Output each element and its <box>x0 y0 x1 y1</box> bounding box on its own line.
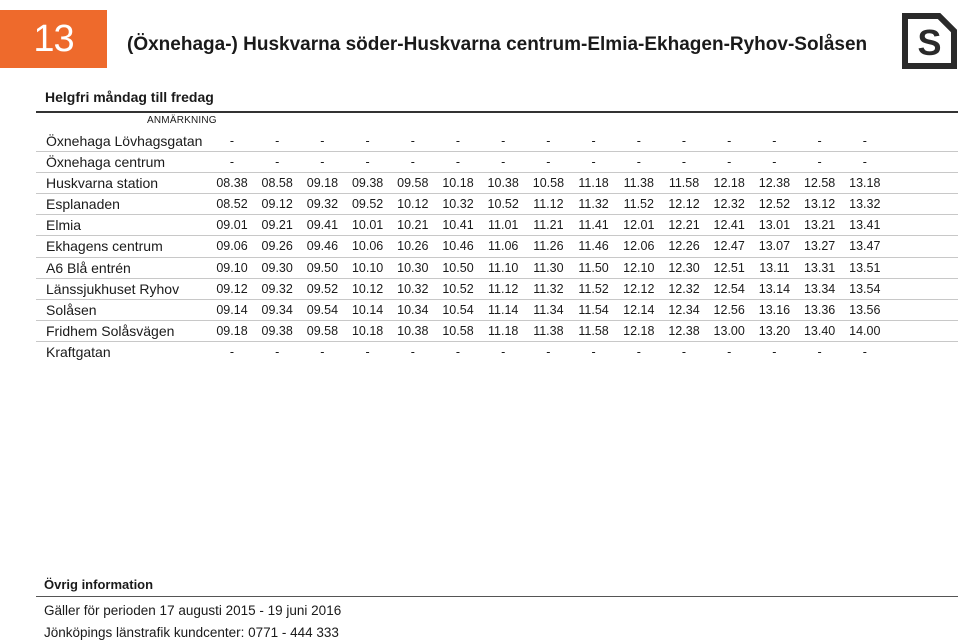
departure-time: 12.32 <box>668 281 700 296</box>
departure-time: 09.54 <box>306 302 339 317</box>
departure-time: 09.14 <box>216 302 248 317</box>
departure-time: - <box>727 134 732 148</box>
departure-time: 09.46 <box>306 239 339 254</box>
departure-time: 12.01 <box>623 218 655 233</box>
stop-name: Kraftgatan <box>46 343 111 360</box>
departure-time: - <box>591 344 596 359</box>
departure-time: 09.52 <box>351 197 384 212</box>
departure-time: 10.38 <box>397 323 429 338</box>
departure-time: 09.41 <box>306 218 339 233</box>
departure-time: 12.54 <box>713 281 745 296</box>
departure-time: - <box>501 134 506 148</box>
departure-time: 13.32 <box>849 197 881 212</box>
departure-time: 12.10 <box>623 260 655 275</box>
departure-time: 12.32 <box>713 197 745 212</box>
header-divider <box>36 111 958 113</box>
departure-time: 09.32 <box>261 281 293 296</box>
departure-time: - <box>365 344 370 359</box>
departure-time: 11.58 <box>668 176 700 191</box>
timetable-row <box>36 131 958 152</box>
stop-name: A6 Blå entrén <box>46 259 131 276</box>
departure-time: 13.14 <box>758 281 791 296</box>
departure-time: 10.14 <box>351 302 384 317</box>
departure-time: 12.38 <box>758 176 791 191</box>
departure-time: 09.30 <box>261 260 293 275</box>
departure-time: 13.12 <box>803 197 836 212</box>
departure-time: 09.58 <box>397 176 429 191</box>
departure-time: 09.10 <box>216 260 248 275</box>
departure-time: - <box>546 344 551 359</box>
departure-time: 12.06 <box>623 239 655 254</box>
departure-time: 13.18 <box>849 176 881 191</box>
customer-service-text: Jönköpings länstrafik kundcenter: 0771 - 444 333 <box>44 625 339 640</box>
logo-letter: S <box>917 22 942 63</box>
s-logo-icon <box>901 13 957 69</box>
departure-time: 10.10 <box>351 260 384 275</box>
departure-time: - <box>636 155 641 170</box>
departure-time: 13.56 <box>849 302 881 317</box>
departure-time: 11.14 <box>488 302 519 317</box>
departure-time: 12.18 <box>623 323 655 338</box>
departure-time: 11.18 <box>488 323 519 338</box>
stop-name: Länssjukhuset Ryhov <box>46 280 180 297</box>
departure-time: - <box>546 134 551 148</box>
departure-time: - <box>455 134 461 148</box>
departure-time: 09.58 <box>306 323 339 338</box>
validity-period-text: Gäller för perioden 17 augusti 2015 - 19 juni 2016 <box>44 603 342 618</box>
departure-time: 12.52 <box>758 197 791 212</box>
departure-time: - <box>591 134 596 148</box>
stop-name: Solåsen <box>46 301 97 318</box>
departure-time: 13.16 <box>758 302 791 317</box>
departure-time: - <box>229 344 235 359</box>
departure-time: 13.21 <box>803 218 836 233</box>
departure-time: 13.34 <box>803 281 836 296</box>
departure-time: 10.50 <box>442 260 474 275</box>
departure-time: 08.52 <box>216 197 248 212</box>
departure-time: 11.30 <box>533 260 564 275</box>
departure-time: 10.26 <box>397 239 429 254</box>
route-title: (Öxnehaga-) Huskvarna söder-Huskvarna centrum-Elmia-Ekhagen-Ryhov-Solåsen <box>127 34 868 55</box>
timetable-row <box>36 300 958 321</box>
departure-time: 11.41 <box>578 218 609 233</box>
departure-time: 12.14 <box>623 302 655 317</box>
departure-time: 09.26 <box>261 239 293 254</box>
departure-time: 10.30 <box>397 260 429 275</box>
departure-time: 11.21 <box>533 218 564 233</box>
departure-time: - <box>229 155 235 170</box>
info-heading: Övrig information <box>44 577 154 592</box>
departure-time: - <box>275 155 280 170</box>
departure-time: 10.38 <box>487 176 519 191</box>
departure-time: 09.32 <box>306 197 339 212</box>
departure-time: 10.54 <box>442 302 474 317</box>
departure-time: 11.12 <box>533 197 564 212</box>
departure-time: 10.58 <box>442 323 474 338</box>
departure-time: 09.52 <box>306 281 339 296</box>
timetable-row <box>36 321 958 342</box>
timetable-row <box>36 342 958 363</box>
departure-time: - <box>862 134 867 148</box>
departure-time: - <box>410 344 415 359</box>
departure-time: - <box>410 155 415 170</box>
stop-name: Öxnehaga Lövhagsgatan <box>46 133 203 149</box>
stop-name: Esplanaden <box>46 196 120 213</box>
departure-time: 10.52 <box>442 281 474 296</box>
departure-time: - <box>546 155 551 170</box>
departure-time: 13.47 <box>849 239 881 254</box>
departure-time: 13.11 <box>759 260 790 275</box>
departure-time: 09.12 <box>261 197 293 212</box>
departure-time: - <box>455 155 461 170</box>
departure-time: 13.41 <box>849 218 881 233</box>
route-number-badge: 13 <box>0 10 107 68</box>
departure-time: 09.21 <box>261 218 293 233</box>
departure-time: 10.18 <box>442 176 474 191</box>
departure-time: 11.32 <box>578 197 609 212</box>
departure-time: 11.46 <box>578 239 609 254</box>
departure-time: 14.00 <box>849 323 881 338</box>
timetable-row <box>36 236 958 257</box>
departure-time: 10.52 <box>487 197 519 212</box>
departure-time: - <box>455 344 461 359</box>
notes-column-label: ANMÄRKNING <box>147 115 217 126</box>
departure-time: - <box>229 134 235 148</box>
departure-time: 12.12 <box>668 197 700 212</box>
departure-time: 11.18 <box>578 176 609 191</box>
stop-name: Öxnehaga centrum <box>46 154 166 171</box>
schedule-day-title: Helgfri måndag till fredag <box>45 89 214 105</box>
departure-time: 10.01 <box>351 218 384 233</box>
departure-time: 10.41 <box>442 218 474 233</box>
timetable-row <box>36 152 958 173</box>
departure-time: 09.50 <box>306 260 339 275</box>
departure-time: 11.01 <box>488 218 519 233</box>
departure-time: 12.41 <box>713 218 745 233</box>
departure-time: 13.07 <box>758 239 791 254</box>
departure-time: 11.12 <box>488 281 519 296</box>
departure-time: 13.51 <box>849 260 881 275</box>
departure-time: 13.31 <box>803 260 836 275</box>
departure-time: 10.32 <box>397 281 429 296</box>
stop-name: Elmia <box>46 217 82 234</box>
departure-time: 12.21 <box>668 218 700 233</box>
departure-time: 09.18 <box>306 176 339 191</box>
departure-time: 13.20 <box>758 323 791 338</box>
departure-time: 09.18 <box>216 323 248 338</box>
departure-time: 11.52 <box>578 281 609 296</box>
departure-time: 12.56 <box>713 302 745 317</box>
departure-time: - <box>636 344 641 359</box>
departure-time: 13.40 <box>803 323 836 338</box>
departure-time: 10.18 <box>351 323 384 338</box>
departure-time: 12.12 <box>623 281 655 296</box>
departure-time: - <box>320 155 325 170</box>
departure-time: 11.58 <box>578 323 609 338</box>
departure-time: 09.38 <box>351 176 384 191</box>
departure-time: 10.12 <box>397 197 429 212</box>
departure-time: - <box>365 155 370 170</box>
departure-time: 11.38 <box>533 323 564 338</box>
departure-time: 09.34 <box>261 302 293 317</box>
departure-time: 10.06 <box>351 239 384 254</box>
departure-time: - <box>862 155 867 170</box>
info-divider <box>36 596 958 597</box>
departure-time: 10.21 <box>397 218 429 233</box>
departure-time: 12.58 <box>803 176 836 191</box>
departure-time: - <box>681 344 687 359</box>
departure-time: 13.27 <box>803 239 836 254</box>
departure-time: 12.47 <box>713 239 745 254</box>
departure-time: 10.34 <box>397 302 429 317</box>
departure-time: 13.01 <box>758 218 791 233</box>
departure-time: - <box>681 155 687 170</box>
timetable-row <box>36 173 958 194</box>
departure-time: - <box>727 155 732 170</box>
departure-time: 12.26 <box>668 239 700 254</box>
departure-time: 11.06 <box>488 239 519 254</box>
departure-time: 09.06 <box>216 239 248 254</box>
departure-time: - <box>591 155 596 170</box>
timetable-row <box>36 258 958 279</box>
timetable-row <box>36 194 958 215</box>
departure-time: 11.50 <box>578 260 609 275</box>
departure-time: - <box>817 155 822 170</box>
departure-time: 13.54 <box>849 281 881 296</box>
departure-time: 08.58 <box>261 176 293 191</box>
timetable-row <box>36 279 958 300</box>
departure-time: - <box>681 134 687 148</box>
departure-time: - <box>501 155 506 170</box>
timetable <box>36 131 958 363</box>
departure-time: 09.12 <box>216 281 248 296</box>
departure-time: - <box>772 344 777 359</box>
stop-name: Huskvarna station <box>46 175 159 192</box>
departure-time: 11.26 <box>533 239 564 254</box>
departure-time: 09.38 <box>261 323 293 338</box>
departure-time: 10.58 <box>532 176 565 191</box>
stop-name: Ekhagens centrum <box>46 238 163 255</box>
departure-time: - <box>862 344 867 359</box>
departure-time: 10.12 <box>351 281 384 296</box>
departure-time: 11.34 <box>533 302 564 317</box>
departure-time: - <box>275 134 280 148</box>
departure-time: - <box>365 134 370 148</box>
stop-name: Fridhem Solåsvägen <box>46 322 175 339</box>
departure-time: 10.46 <box>442 239 474 254</box>
departure-time: 13.36 <box>803 302 836 317</box>
departure-time: - <box>636 134 641 148</box>
departure-time: 11.32 <box>533 281 564 296</box>
departure-time: - <box>320 134 325 148</box>
departure-time: 08.38 <box>216 176 248 191</box>
departure-time: 09.01 <box>216 218 248 233</box>
departure-time: - <box>727 344 732 359</box>
departure-time: 12.51 <box>713 260 745 275</box>
departure-time: - <box>501 344 506 359</box>
departure-time: 12.38 <box>668 323 700 338</box>
departure-time: 12.30 <box>668 260 700 275</box>
departure-time: - <box>772 155 777 170</box>
departure-time: 11.52 <box>623 197 654 212</box>
departure-time: 11.54 <box>578 302 609 317</box>
departure-time: - <box>275 344 280 359</box>
departure-time: 12.18 <box>713 176 745 191</box>
timetable-row <box>36 215 958 236</box>
departure-time: - <box>772 134 777 148</box>
departure-time: - <box>410 134 415 148</box>
departure-time: 11.10 <box>488 260 519 275</box>
departure-time: 13.00 <box>713 323 745 338</box>
departure-time: 10.32 <box>442 197 474 212</box>
departure-time: 12.34 <box>668 302 700 317</box>
departure-time: - <box>817 134 822 148</box>
departure-time: - <box>817 344 822 359</box>
departure-time: 11.38 <box>623 176 654 191</box>
departure-time: - <box>320 344 325 359</box>
